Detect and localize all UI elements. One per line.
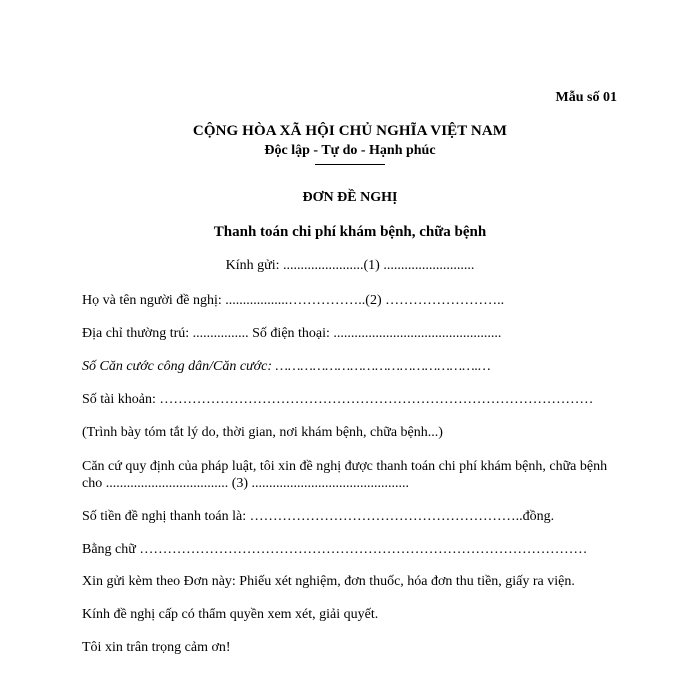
recipient-line: Kính gửi: .......................(1) .......................... xyxy=(225,258,475,273)
national-motto: Độc lập - Tự do - Hạnh phúc xyxy=(264,143,436,158)
nation-header: CỘNG HÒA XÃ HỘI CHỦ NGHĨA VIỆT NAM xyxy=(192,123,508,139)
header-divider xyxy=(315,164,385,165)
full-name-line: Họ và tên người đề nghị: ..................……………..(2) …………………….. xyxy=(82,293,505,308)
address-phone-line: Địa chỉ thường trú: ................ Số điện thoại: ................................................ xyxy=(82,326,502,341)
document-title: ĐƠN ĐỀ NGHỊ xyxy=(302,190,398,205)
request-line: Kính đề nghị cấp có thẩm quyền xem xét, giải quyết. xyxy=(82,607,379,622)
account-line: Số tài khoản: ………………………………………………………………………………… xyxy=(82,392,594,407)
legal-basis-paragraph: Căn cứ quy định của pháp luật, tôi xin đề nghị được thanh toán chi phí khám bệnh, chữa bệnh cho ................................... (3) ............................................. xyxy=(82,459,608,491)
amount-in-words-line: Bằng chữ …………………………………………………………………………………… xyxy=(82,542,588,557)
reason-note: (Trình bày tóm tắt lý do, thời gian, nơi khám bệnh, chữa bệnh...) xyxy=(82,425,443,440)
id-card-line: Số Căn cước công dân/Căn cước: ………………………………………….… xyxy=(82,359,491,374)
form-code: Mẫu số 01 xyxy=(555,90,617,105)
document-subtitle: Thanh toán chi phí khám bệnh, chữa bệnh xyxy=(213,224,487,240)
amount-line: Số tiền đề nghị thanh toán là: …………………………………………………..đồng. xyxy=(82,509,555,524)
attachments-line: Xin gửi kèm theo Đơn này: Phiếu xét nghiệm, đơn thuốc, hóa đơn thu tiền, giấy ra viện. xyxy=(82,574,575,589)
thanks-line: Tôi xin trân trọng cảm ơn! xyxy=(82,640,231,655)
